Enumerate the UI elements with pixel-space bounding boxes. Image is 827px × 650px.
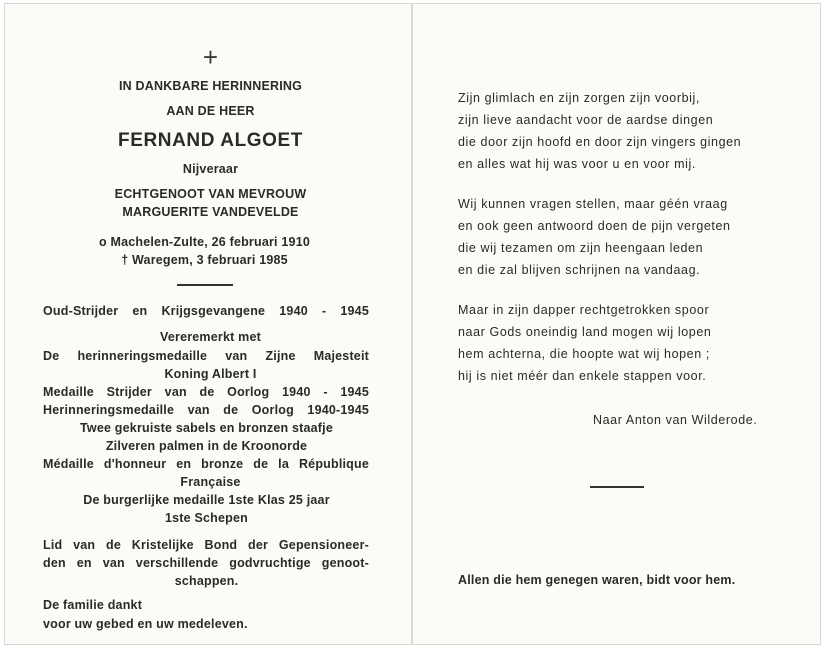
poem-line: Maar in zijn dapper rechtgetrokken spoor: [458, 303, 710, 317]
header-remembrance: IN DANKBARE HERINNERING: [118, 79, 303, 93]
honor-item: 1ste Schepen: [165, 511, 248, 525]
honor-item: Herinneringsmedaille van de Oorlog 1940-1945: [43, 403, 369, 417]
poem-line: Wij kunnen vragen stellen, maar géén vraag: [458, 197, 728, 211]
honors-heading: Vereremerkt met: [160, 330, 261, 344]
spouse-line-2: MARGUERITE VANDEVELDE: [122, 205, 299, 219]
honor-item: Française: [180, 475, 241, 489]
honor-item: Zilveren palmen in de Kroonorde: [105, 439, 308, 453]
poem-line: naar Gods oneindig land mogen wij lopen: [458, 325, 712, 339]
thanks-line: voor uw gebed en uw medeleven.: [43, 617, 248, 631]
poem-line: en ook geen antwoord doen de pijn vergeten: [458, 219, 731, 233]
poem-line: die door zijn hoofd en door zijn vingers gingen: [458, 135, 742, 149]
birth-line: o Machelen-Zulte, 26 februari 1910: [98, 235, 311, 249]
poem-attribution: Naar Anton van Wilderode.: [593, 413, 758, 427]
honor-item: Koning Albert I: [164, 367, 257, 381]
card-fold: [411, 3, 413, 645]
membership-line: den en van verschillende godvruchtige genoot-: [43, 556, 369, 570]
poem-line: Zijn glimlach en zijn zorgen zijn voorbij,: [458, 91, 700, 105]
spouse-line-1: ECHTGENOOT VAN MEVROUW: [114, 187, 307, 201]
occupation: Nijveraar: [182, 162, 239, 176]
poem-line: en die zal blijven schrijnen na vandaag.: [458, 263, 701, 277]
cross-icon: +: [202, 42, 219, 72]
honor-item: Médaille d'honneur en bronze de la République: [43, 457, 369, 471]
veteran-line: Oud-Strijder en Krijgsgevangene 1940 - 1945: [43, 304, 369, 318]
membership-line: Lid van de Kristelijke Bond der Gepensioneer-: [43, 538, 369, 552]
honor-item: Twee gekruiste sabels en bronzen staafje: [80, 421, 333, 435]
poem-line: hij is niet méér dan enkele stappen voor.: [458, 369, 707, 383]
honor-item: De herinneringsmedaille van Zijne Majesteit: [43, 349, 369, 363]
closing-line: Allen die hem genegen waren, bidt voor hem.: [458, 573, 736, 587]
poem-line: die wij tezamen om zijn heengaan leden: [458, 241, 704, 255]
header-to-mister: AAN DE HEER: [166, 104, 255, 118]
honor-item: De burgerlijke medaille 1ste Klas 25 jaar: [83, 493, 330, 507]
poem-line: zijn lieve aandacht voor de aardse dingen: [458, 113, 714, 127]
honor-item: Medaille Strijder van de Oorlog 1940 - 1945: [43, 385, 369, 399]
membership-line: schappen.: [174, 574, 239, 588]
poem-line: hem achterna, die hoopte wat wij hopen ;: [458, 347, 710, 361]
deceased-name: FERNAND ALGOET: [117, 130, 304, 151]
divider: [177, 284, 233, 286]
poem-line: en alles wat hij was voor u en voor mij.: [458, 157, 696, 171]
thanks-line: De familie dankt: [43, 598, 143, 612]
divider: [590, 486, 644, 488]
death-line: † Waregem, 3 februari 1985: [121, 253, 288, 267]
